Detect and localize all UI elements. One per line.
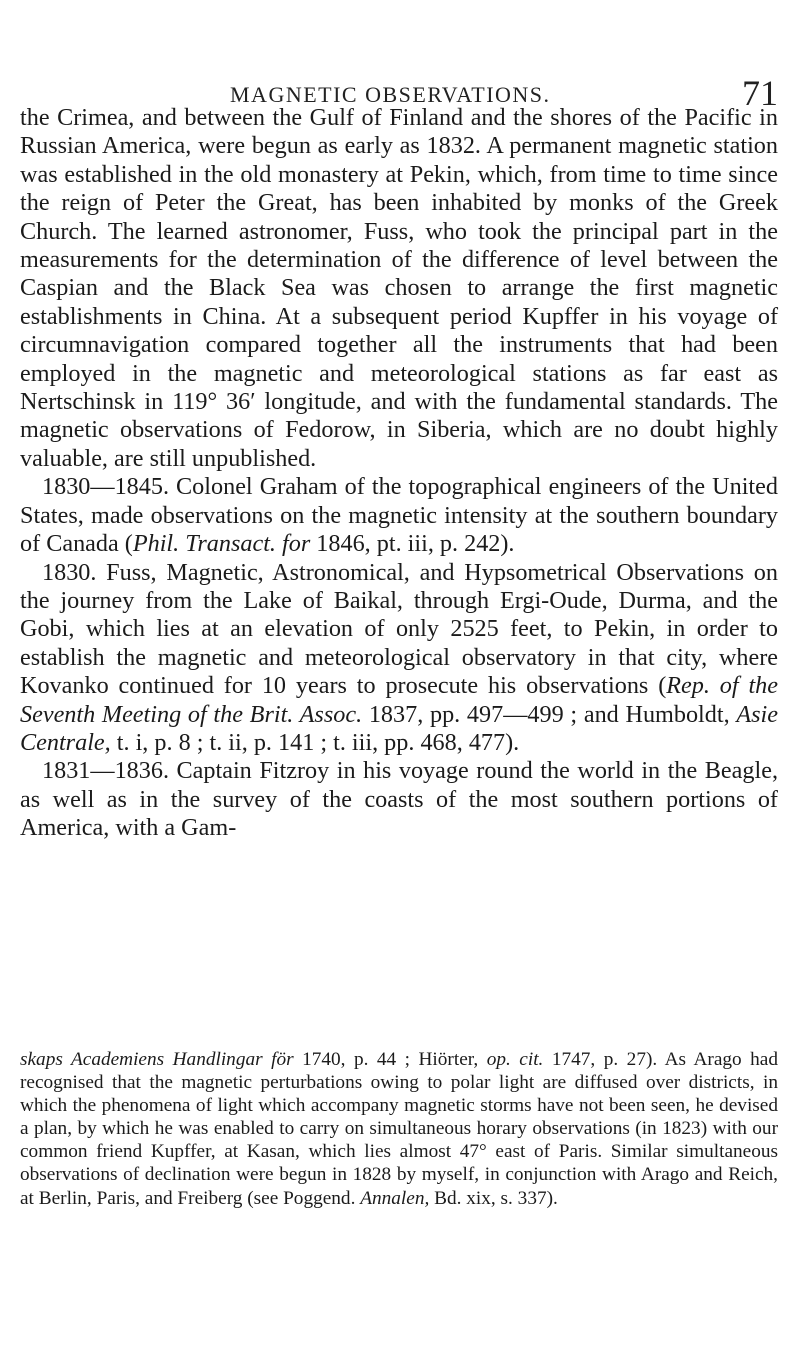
citation-brit-assoc: Rep. of the Seventh Meeting of the Brit. Assoc. — [20, 672, 779, 728]
paragraph-fuss-text: 1830. Fuss, Magnetic, Astronomical, and Hypsometrical Observations on the journey from the Lake of Baikal, through Ergi-Oude, Durma, and the Gobi, which lies at an elevation of only 2525 feet, to Pekin, in order to establish the magnetic and meteorological observatory in that city, where Kovanko continued for 10 years to prosecute his observations ( — [20, 558, 778, 700]
footnote-citation-annalen: Annalen, — [360, 1187, 430, 1209]
paragraph-graham — [20, 473, 778, 558]
running-title: MAGNETIC OBSERVATIONS. — [230, 82, 551, 107]
footnote-text-a: 1740, p. 44 ; Hiörter, — [293, 1049, 487, 1070]
paragraph-graham-tail: 1846, pt. iii, p. 242). — [310, 530, 515, 558]
page-number: 71 — [742, 73, 778, 113]
citation-asie-centrale: Asie Centrale, — [20, 700, 778, 756]
footnote-citation-handlingar: skaps Academiens Handlingar för — [20, 1049, 294, 1070]
footnote-text-b: 1747, p. 27). As Arago had recognised that the magnetic perturbations owing to polar light are diffused over districts, in which the phenomena of light which accompany magnetic storms have not been seen, he devised a plan, by which he was enabled to carry on simultaneous horary observations (in 1823) with our common friend Kupffer, at Kasan, which lies almost 47° east of Paris. Similar simultaneous observations of declination were begun in 1828 by myself, in conjunction with Arago and Reich, at Berlin, Paris, and Freiberg (see Poggend. — [20, 1049, 778, 1209]
paragraph-crimea — [20, 104, 778, 473]
paragraph-fuss-mid: 1837, pp. 497—499 ; and Humboldt, — [362, 700, 737, 728]
footnote — [20, 1048, 778, 1210]
main-text — [20, 104, 778, 843]
paragraph-fitzroy — [20, 757, 778, 842]
footnote-paragraph — [20, 1048, 778, 1210]
paragraph-fuss — [20, 559, 778, 758]
paragraph-fitzroy-text: 1831—1836. Captain Fitzroy in his voyage round the world in the Beagle, as well as in the survey of the coasts of the most southern portions of America, with a Gam- — [20, 757, 778, 842]
footnote-citation-op-cit: op. cit. — [486, 1049, 544, 1070]
footnote-text-c: Bd. xix, s. 337). — [429, 1187, 558, 1209]
paragraph-graham-text: 1830—1845. Colonel Graham of the topographical engineers of the United States, made observations on the magnetic intensity at the southern boundary of Canada ( — [20, 473, 778, 558]
citation-phil-transact: Phil. Transact. for — [132, 530, 311, 558]
paragraph-fuss-tail: t. i, p. 8 ; t. ii, p. 141 ; t. iii, pp. 468, 477). — [110, 728, 520, 756]
paragraph-crimea-text: the Crimea, and between the Gulf of Finland and the shores of the Pacific in Russian America, were begun as early as 1832. A permanent magnetic station was established in the old monastery at Pekin, which, from time to time since the reign of Peter the Great, has been inhabited by monks of the Greek Church. The learned astronomer, Fuss, who took the principal part in the measurements for the determination of the difference of level between the Caspian and the Black Sea was chosen to arrange the first magnetic establishments in China. At a subsequent period Kupffer in his voyage of circumnavigation compared together all the instruments that had been employed in the magnetic and meteorological stations as far east as Nertschinsk in 119° 36′ longitude, and with the fundamental standards. The magnetic observations of Fedorow, in Siberia, which are no doubt highly valuable, are still unpublished. — [20, 104, 778, 472]
